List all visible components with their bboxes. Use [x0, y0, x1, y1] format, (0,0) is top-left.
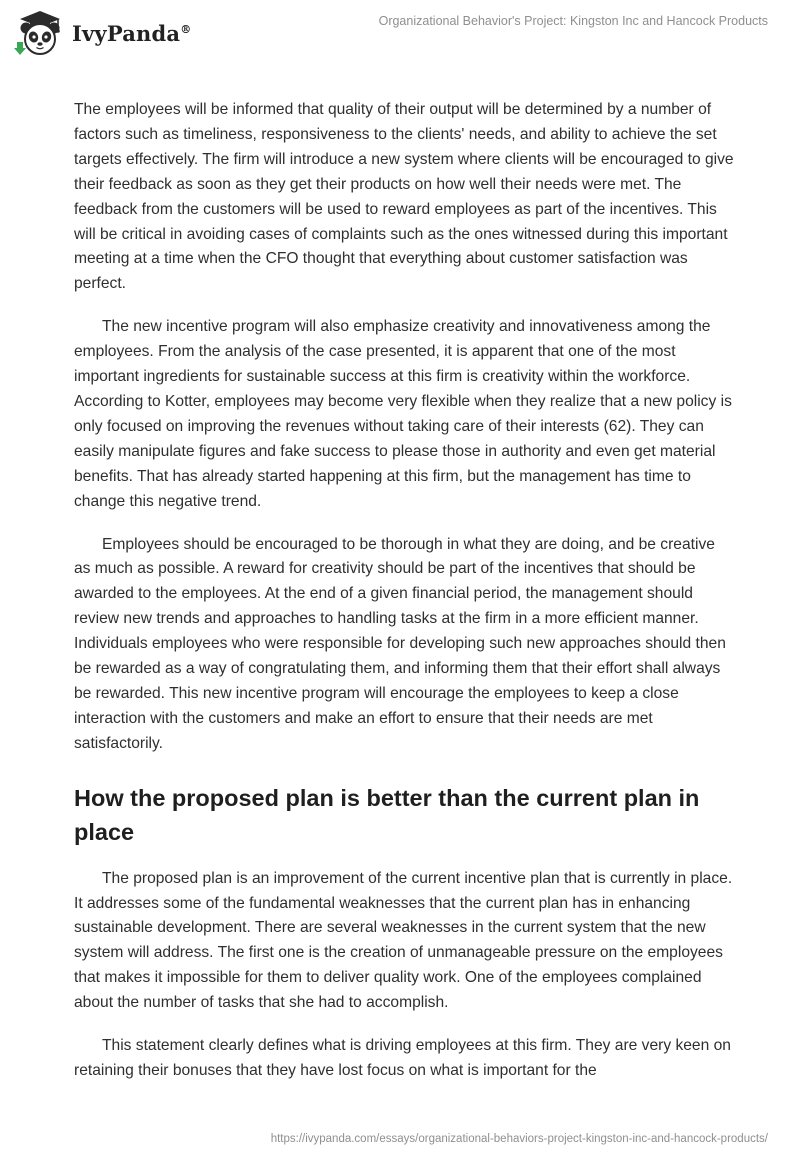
site-logo[interactable] — [14, 8, 204, 58]
logo-text — [72, 21, 191, 46]
logo-wordmark: IvyPanda — [72, 20, 181, 46]
section-heading: How the proposed plan is better than the current plan in place — [74, 784, 700, 845]
paragraph-1: The employees will be informed that quality of their output will be determined by a number of factors such as timeliness, responsiveness to the clients' needs, and ability to achieve the set targets effectively. The firm will introduce a new system where clients will be encouraged to give their feedback as soon as they get their products on how well their needs were met. The feedback from the customers will be used to reward employees as part of the incentives. This will be critical in avoiding cases of complaints such as the ones witnessed during this important meeting at a time when the CFO thought that everything about customer satisfaction was perfect. — [74, 101, 734, 293]
paragraph-4: The proposed plan is an improvement of the current incentive plan that is currently in place. It addresses some of the fundamental weaknesses that the current plan has in enhancing sustainable development. There are several weaknesses in the current system that the new system will address. The first one is the creation of unmanageable pressure on the employees that makes it impossible for them to deliver quality work. One of the employees complained about the number of tasks that she had to accomplish. — [74, 869, 733, 1012]
page-header — [0, 0, 800, 66]
essay-content — [74, 98, 734, 1102]
paragraph-3: Employees should be encouraged to be thorough in what they are doing, and be creative as much as possible. A reward for creativity should be part of the incentives that should be awarded to the employees. At the end of a given financial period, the management should review new trends and approaches to handling tasks at the firm in a more efficient manner. Individuals employees who were responsible for developing such new approaches should then be rewarded as a way of congratulating them, and informing them that their effort shall always be rewarded. This new incentive program will encourage the employees to keep a close interaction with the customers and make an effort to ensure that their needs are met satisfactorily. — [74, 535, 726, 752]
registered-mark: ® — [180, 22, 192, 36]
paragraph-5: This statement clearly defines what is driving employees at this firm. They are very keen on retaining their bonuses that they have lost focus on what is important for the — [74, 1037, 731, 1079]
document-title: Organizational Behavior's Project: Kingston Inc and Hancock Products — [378, 14, 768, 28]
paragraph-2: The new incentive program will also emphasize creativity and innovativeness among the employees. From the analysis of the case presented, it is apparent that one of the most important ingredients for sustainable success at this firm is creativity within the workforce. According to Kotter, employees may become very flexible when they realize that a new policy is only focused on improving the revenues without taking care of their interests (62). They can easily manipulate figures and fake success to please those in authority and even get material benefits. That has already started happening at this firm, but the management has time to change this negative trend. — [74, 318, 732, 510]
panda-icon — [14, 8, 66, 58]
footer-url[interactable]: https://ivypanda.com/essays/organizational-behaviors-project-kingston-inc-and-hancock-products/ — [270, 1133, 768, 1145]
